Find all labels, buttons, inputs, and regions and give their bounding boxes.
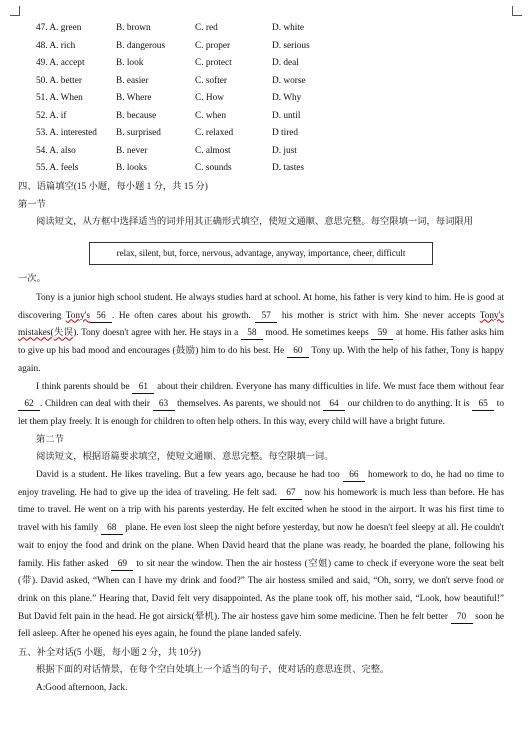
section-4-part-1-instructions: 阅读短文，从方框中选择适当的词并用其正确形式填空，使短文通顺、意思完整。每空限填一词，每词限用 — [36, 216, 473, 227]
instructions-continued: 一次。 — [18, 274, 46, 284]
dialogue-line: A:Good afternoon, Jack. — [36, 682, 128, 693]
option-b: B. never — [116, 145, 148, 156]
section-4-part-2-label: 第二节 — [36, 434, 64, 445]
options-list — [18, 20, 504, 178]
option-c: C. protect — [195, 58, 232, 68]
option-d: D. just — [272, 145, 297, 156]
word-box: relax, silent, but, force, nervous, advantage, anyway, importance, cheer, difficult — [89, 242, 433, 265]
option-a: 51. A. When — [36, 93, 83, 103]
section-4-part-1-label: 第一节 — [18, 199, 46, 210]
option-row — [18, 38, 504, 56]
passage-paragraph-1: Tony is a junior high school student. He always studies hard at school. At home, his father is very kind to him. He is good at discovering Tony's 56 . He often cares about his growth. 57 his mother is strict with him. She never accepts Tony's mistakes(失误). Tony doesn't agree with her. He stays in a 58 mood. He sometimes keeps 59 at home. His father asks him to give up his bad mood and encourages (鼓励) him to do his best. He 60 Tony up. With the help of his father, Tony is happy again. — [18, 293, 505, 374]
option-b: B. looks — [116, 163, 147, 173]
answer-blank-58[interactable]: 58 — [241, 328, 263, 340]
option-c: C. How — [195, 93, 224, 103]
option-c: C. almost — [195, 145, 231, 156]
option-c: C. sounds — [195, 163, 232, 173]
option-d: D. until — [272, 110, 301, 121]
option-a: 53. A. interested — [36, 128, 97, 138]
option-d: D. Why — [272, 93, 302, 103]
option-b: B. brown — [116, 23, 151, 33]
option-row — [18, 160, 504, 178]
answer-blank-67[interactable]: 67 — [280, 488, 302, 500]
section-4-part-2-instructions: 阅读短文，根据语篇要求填空，使短文通顺、意思完整。每空限填一词。 — [36, 452, 334, 463]
exam-page — [18, 20, 504, 697]
answer-blank-62[interactable]: 62 — [18, 399, 40, 411]
answer-blank-63[interactable]: 63 — [153, 399, 175, 411]
option-b: B. Where — [116, 93, 152, 103]
answer-blank-65[interactable]: 65 — [472, 399, 494, 411]
answer-blank-70[interactable]: 70 — [451, 612, 473, 624]
option-d: D. worse — [272, 75, 306, 86]
option-d: D. tastes — [272, 163, 305, 173]
option-row — [18, 73, 504, 91]
option-row — [18, 125, 504, 143]
answer-blank-57[interactable]: 57 — [255, 311, 277, 323]
option-b: B. easier — [116, 75, 149, 86]
answer-blank-69[interactable]: 69 — [111, 559, 133, 571]
option-c: C. when — [195, 110, 226, 121]
answer-blank-59[interactable]: 59 — [371, 328, 393, 340]
option-a: 50. A. better — [36, 75, 82, 86]
option-a: 54. A. also — [36, 145, 76, 156]
option-b: B. surprised — [116, 128, 161, 138]
option-b: B. dangerous — [116, 40, 166, 51]
crop-mark-top-left — [10, 6, 20, 16]
answer-blank-68[interactable]: 68 — [101, 523, 123, 535]
answer-blank-61[interactable]: 61 — [132, 382, 154, 394]
option-d: D. white — [272, 23, 305, 33]
option-a: 49. A. accept — [36, 58, 85, 68]
option-row — [18, 108, 504, 126]
answer-blank-66[interactable]: 66 — [343, 470, 365, 482]
option-b: B. look — [116, 58, 144, 68]
section-5-title: 五、补全对话(5 小题，每小题 2 分，共 10分) — [18, 648, 201, 659]
section-5-instructions: 根据下面的对话情景，在每个空白处填上一个适当的句子，使对话的意思连贯、完整。 — [36, 665, 390, 676]
option-c: C. proper — [195, 40, 231, 51]
answer-blank-60[interactable]: 60 — [287, 346, 309, 358]
crop-mark-top-right — [512, 6, 522, 16]
option-a: 55. A. feels — [36, 163, 79, 173]
option-row — [18, 143, 504, 161]
passage-paragraph-3: David is a student. He likes traveling. But a few years ago, because he had too 66 homework to do, he had no time to enjoy traveling. He had to give up the idea of traveling. He felt sad. 67 now his homework is much less than before. He has time to travel. He went on a trip with his parents yesterday. He felt excited when he stood in the airport. It was his first time to travel with his family 68 plane. He even lost sleep the night before yesterday, but now he doesn't feel sleepy at all. He couldn't wait to enjoy the food and drink on the plane. When David heard that the plane was ready, he boarded the plane, following his family. His father asked 69 to sit near the window. Then the air hostess (空姐) came to check if everyone wore the seat belt (带). David asked, “When can I have my drink and food?” The air hostess smiled and said, “Oh, sorry, we don't serve food or drink on this plane.” Hearing that, David felt very disappointed. As the plane took off, his mother said, “Look, how beautiful!” But David felt pain in the head. He got airsick(晕机). The air hostess gave him some medicine. Then he felt better 70 soon he fell asleep. After he opened his eyes again, he found the plane landed safely. — [18, 470, 504, 640]
option-a: 48. A. rich — [36, 40, 76, 51]
option-row — [18, 90, 504, 108]
option-a: 52. A. if — [36, 110, 67, 121]
section-4-title: 四、语篇填空(15 小题，每小题 1 分，共 15 分) — [18, 181, 208, 192]
answer-blank-56[interactable]: 56 — [90, 311, 112, 323]
option-a: 47. A. green — [36, 23, 82, 33]
option-c: C. red — [195, 23, 218, 33]
option-row — [18, 20, 504, 38]
option-b: B. because — [116, 110, 157, 121]
option-c: C. softer — [195, 75, 228, 86]
option-c: C. relaxed — [195, 128, 234, 138]
option-d: D. deal — [272, 58, 299, 68]
answer-blank-64[interactable]: 64 — [323, 399, 345, 411]
option-row — [18, 55, 504, 73]
passage-paragraph-2: I think parents should be 61 about their children. Everyone has many difficulties in life. We must face them without fear 62 . Children can deal with their 63 themselves. As parents, we should not 64 our children to do anything. It is 65 to let them play freely. It is enough for children to often help others. In this way, every child will have a bright future. — [18, 381, 504, 427]
option-d: D tired — [272, 128, 299, 138]
option-d: D. serious — [272, 40, 310, 51]
